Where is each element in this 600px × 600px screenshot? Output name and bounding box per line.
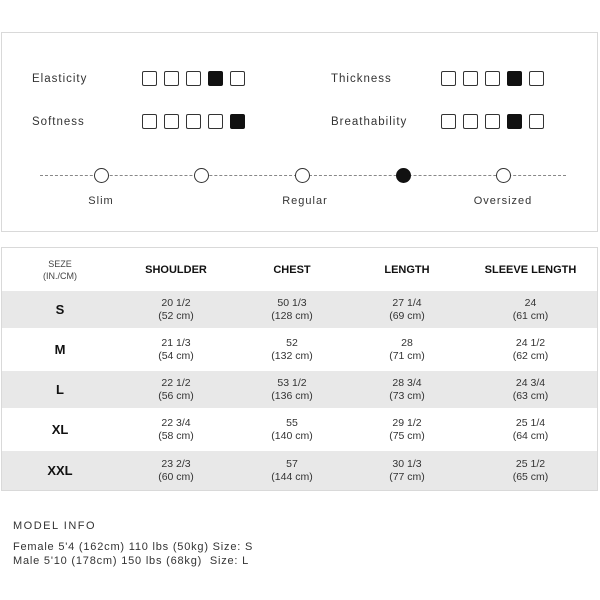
value-inches: 30 1/3 [392, 457, 422, 470]
rating-boxes [441, 114, 544, 129]
value-cm: (128 cm) [271, 309, 313, 322]
column-header-label: SLEEVE LENGTH [484, 263, 577, 276]
attribute-label: Breathability [331, 115, 408, 128]
fabric-attributes-panel [1, 32, 598, 232]
value-cm: (62 cm) [512, 349, 549, 362]
value-cm: (144 cm) [271, 470, 313, 483]
value-inches: 20 1/2 [161, 296, 191, 309]
column-header-chest [234, 248, 350, 291]
rating-box-empty [441, 114, 456, 129]
rating-box-empty [142, 114, 157, 129]
size-cell: XL [51, 422, 69, 437]
model-info-female: Female 5'4 (162cm) 110 lbs (50kg) Size: S [13, 541, 254, 553]
value-cell [234, 371, 350, 408]
value-cm: (60 cm) [158, 470, 194, 483]
rating-box-empty [485, 71, 500, 86]
rating-boxes [142, 114, 245, 129]
rating-box-empty [164, 114, 179, 129]
value-cell [118, 451, 234, 490]
fit-label-regular: Regular [282, 195, 328, 207]
size-cell: L [56, 382, 64, 397]
rating-box-filled [507, 71, 522, 86]
value-inches: 21 1/3 [161, 336, 191, 349]
rating-box-empty [186, 71, 201, 86]
value-cm: (56 cm) [158, 389, 194, 402]
column-header-label: CHEST [273, 263, 311, 276]
rating-box-empty [230, 71, 245, 86]
fit-dot [94, 168, 109, 183]
model-info-male: Male 5'10 (178cm) 150 lbs (68kg) Size: L [13, 555, 250, 567]
value-inches: 57 [286, 457, 298, 470]
fit-label-slim: Slim [88, 195, 114, 207]
column-header-label: SHOULDER [145, 263, 207, 276]
rating-box-empty [529, 114, 544, 129]
column-header-label: LENGTH [384, 263, 430, 276]
value-cell [234, 291, 350, 328]
value-cell [350, 451, 464, 490]
value-cm: (75 cm) [389, 429, 425, 442]
value-cm: (61 cm) [512, 309, 549, 322]
value-cell [234, 408, 350, 451]
value-inches: 50 1/3 [277, 296, 307, 309]
value-cm: (63 cm) [512, 389, 549, 402]
value-cell [118, 328, 234, 371]
attribute-breathability [331, 114, 544, 129]
value-cell [350, 371, 464, 408]
size-header-unit: (IN./CM) [43, 270, 77, 281]
size-column-header [2, 248, 118, 291]
size-cell: S [55, 302, 65, 317]
fit-dot-selected [396, 168, 411, 183]
fit-dot [295, 168, 310, 183]
value-cell [350, 291, 464, 328]
rating-box-empty [208, 114, 223, 129]
value-inches: 55 [286, 416, 298, 429]
fit-dot [194, 168, 209, 183]
value-cm: (71 cm) [389, 349, 425, 362]
rating-box-empty [463, 71, 478, 86]
rating-box-empty [164, 71, 179, 86]
value-cell [118, 371, 234, 408]
value-inches: 24 [524, 296, 537, 309]
value-inches: 28 3/4 [392, 376, 422, 389]
rating-box-empty [463, 114, 478, 129]
value-cm: (77 cm) [389, 470, 425, 483]
value-cell [350, 408, 464, 451]
attribute-elasticity [32, 71, 245, 86]
value-inches: 24 1/2 [515, 336, 546, 349]
value-cell [234, 328, 350, 371]
value-cm: (136 cm) [271, 389, 313, 402]
rating-box-empty [186, 114, 201, 129]
column-header-sleeve-length [464, 248, 597, 291]
table-row [2, 451, 597, 490]
value-inches: 22 3/4 [161, 416, 191, 429]
value-cm: (54 cm) [158, 349, 194, 362]
value-cell [118, 291, 234, 328]
value-cell [464, 291, 597, 328]
value-inches: 25 1/2 [515, 457, 546, 470]
value-inches: 25 1/4 [515, 416, 546, 429]
fit-dot [496, 168, 511, 183]
rating-box-empty [529, 71, 544, 86]
value-cm: (64 cm) [512, 429, 549, 442]
rating-box-filled [208, 71, 223, 86]
rating-box-filled [507, 114, 522, 129]
value-cell [464, 408, 597, 451]
value-cm: (132 cm) [271, 349, 313, 362]
column-header-length [350, 248, 464, 291]
size-cell: M [54, 342, 66, 357]
value-inches: 28 [401, 336, 413, 349]
value-cell [234, 451, 350, 490]
rating-boxes [142, 71, 245, 86]
model-info-title: MODEL INFO [13, 520, 97, 532]
value-cell [118, 408, 234, 451]
value-cell [464, 328, 597, 371]
size-cell: XXL [47, 463, 73, 478]
value-cell [464, 451, 597, 490]
rating-box-filled [230, 114, 245, 129]
column-header-shoulder [118, 248, 234, 291]
size-header-label: SEZE [48, 258, 72, 269]
value-cm: (58 cm) [158, 429, 194, 442]
attribute-label: Softness [32, 115, 85, 128]
table-row [2, 291, 597, 328]
value-inches: 23 2/3 [161, 457, 191, 470]
table-row [2, 408, 597, 451]
value-cm: (65 cm) [512, 470, 549, 483]
size-chart-table [1, 247, 598, 491]
attribute-softness [32, 114, 245, 129]
value-inches: 24 3/4 [515, 376, 546, 389]
value-inches: 22 1/2 [161, 376, 191, 389]
attribute-thickness [331, 71, 544, 86]
rating-box-empty [142, 71, 157, 86]
value-cell [350, 328, 464, 371]
rating-box-empty [441, 71, 456, 86]
rating-boxes [441, 71, 544, 86]
value-inches: 52 [286, 336, 298, 349]
value-inches: 27 1/4 [392, 296, 422, 309]
value-cm: (140 cm) [271, 429, 313, 442]
attribute-label: Thickness [331, 72, 392, 85]
rating-box-empty [485, 114, 500, 129]
table-header-row [2, 248, 597, 291]
value-cm: (73 cm) [389, 389, 425, 402]
value-inches: 53 1/2 [277, 376, 307, 389]
attribute-label: Elasticity [32, 72, 88, 85]
value-cell [464, 371, 597, 408]
value-inches: 29 1/2 [392, 416, 422, 429]
fit-label-oversized: Oversized [473, 195, 533, 207]
table-row [2, 328, 597, 371]
value-cm: (52 cm) [158, 309, 194, 322]
value-cm: (69 cm) [389, 309, 425, 322]
table-row [2, 371, 597, 408]
